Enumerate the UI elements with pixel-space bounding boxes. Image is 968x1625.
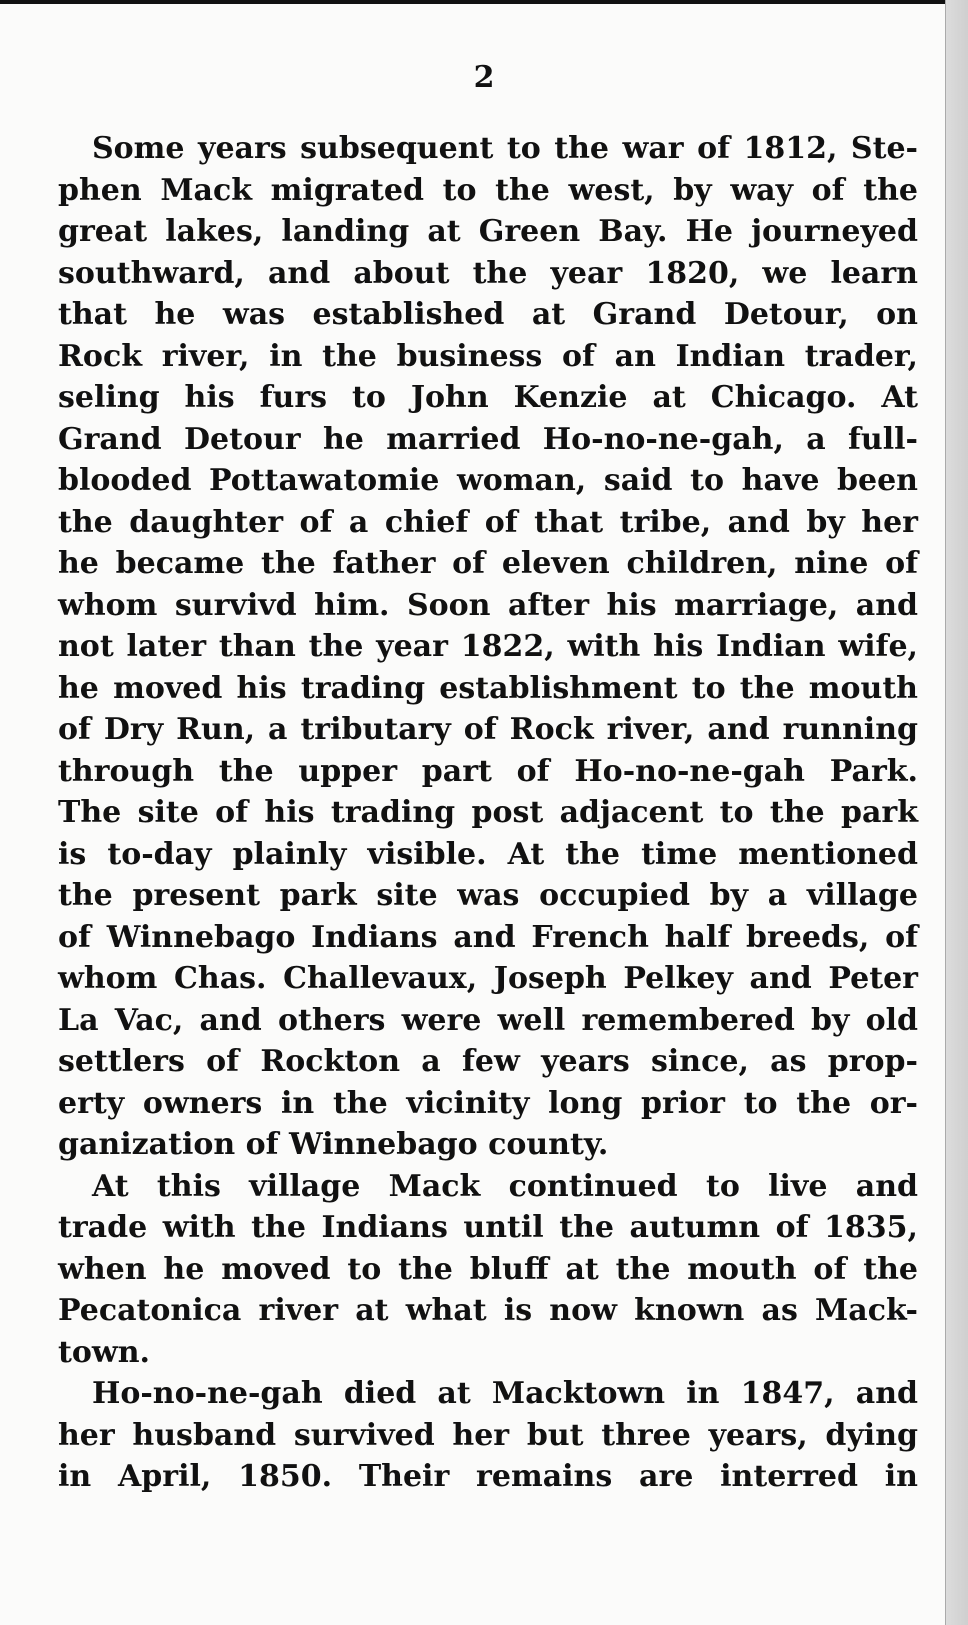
text-line: Rock river, in the business of an Indian trader, [58, 338, 918, 374]
text-line: blooded Pottawatomie woman, said to have been [58, 463, 918, 498]
text-line: not later than the year 1822, with his Indian wife, [58, 629, 918, 664]
text-line: in April, 1850. Their remains are interred in [58, 1459, 918, 1494]
text-line: Some years subsequent to the war of 1812, Ste- [92, 131, 918, 166]
page-right-edge [945, 0, 968, 1625]
text-line: great lakes, landing at Green Bay. He journeyed [58, 214, 918, 249]
text-line: Pecatonica river at what is now known as Mack- [58, 1293, 918, 1328]
text-line: phen Mack migrated to the west, by way of the [58, 172, 918, 208]
text-line: through the upper part of Ho-no-ne-gah Park. [58, 753, 918, 789]
text-line: of Winnebago Indians and French half breeds, of [58, 919, 918, 955]
page-number: 2 [473, 60, 495, 95]
text-line: town. [58, 1334, 150, 1370]
text-line: when he moved to the bluff at the mouth of the [58, 1251, 918, 1287]
text-line: settlers of Rockton a few years since, as prop- [58, 1044, 918, 1079]
text-line: whom Chas. Challevaux, Joseph Pelkey and Peter [58, 961, 918, 996]
text-line: the daughter of a chief of that tribe, and by her [58, 504, 918, 540]
text-line: the present park site was occupied by a village [58, 878, 918, 913]
text-line: trade with the Indians until the autumn of 1835, [58, 1210, 918, 1245]
body-text [58, 128, 918, 1498]
text-line: The site of his trading post adjacent to the park [58, 795, 918, 830]
text-line: whom survivd him. Soon after his marriage, and [58, 587, 918, 623]
page-top-edge [0, 0, 968, 4]
text-line: ganization of Winnebago county. [58, 1127, 609, 1162]
text-line: he became the father of eleven children, nine of [58, 546, 918, 581]
text-line: that he was established at Grand Detour, on [58, 297, 918, 332]
text-line: Ho-no-ne-gah died at Macktown in 1847, and [92, 1376, 918, 1411]
text-line: her husband survived her but three years, dying [58, 1417, 918, 1453]
text-line: southward, and about the year 1820, we learn [58, 255, 918, 291]
text-line: Grand Detour he married Ho-no-ne-gah, a full- [58, 421, 918, 457]
text-line: At this village Mack continued to live and [92, 1168, 918, 1204]
text-line: La Vac, and others were well remembered by old [58, 1002, 918, 1038]
text-line: is to-day plainly visible. At the time mentioned [58, 836, 918, 872]
text-line: he moved his trading establishment to the mouth [58, 670, 918, 706]
text-line: of Dry Run, a tributary of Rock river, and running [58, 712, 918, 747]
text-line: erty owners in the vicinity long prior to the or- [58, 1085, 918, 1121]
text-line: seling his furs to John Kenzie at Chicago. At [58, 380, 918, 415]
